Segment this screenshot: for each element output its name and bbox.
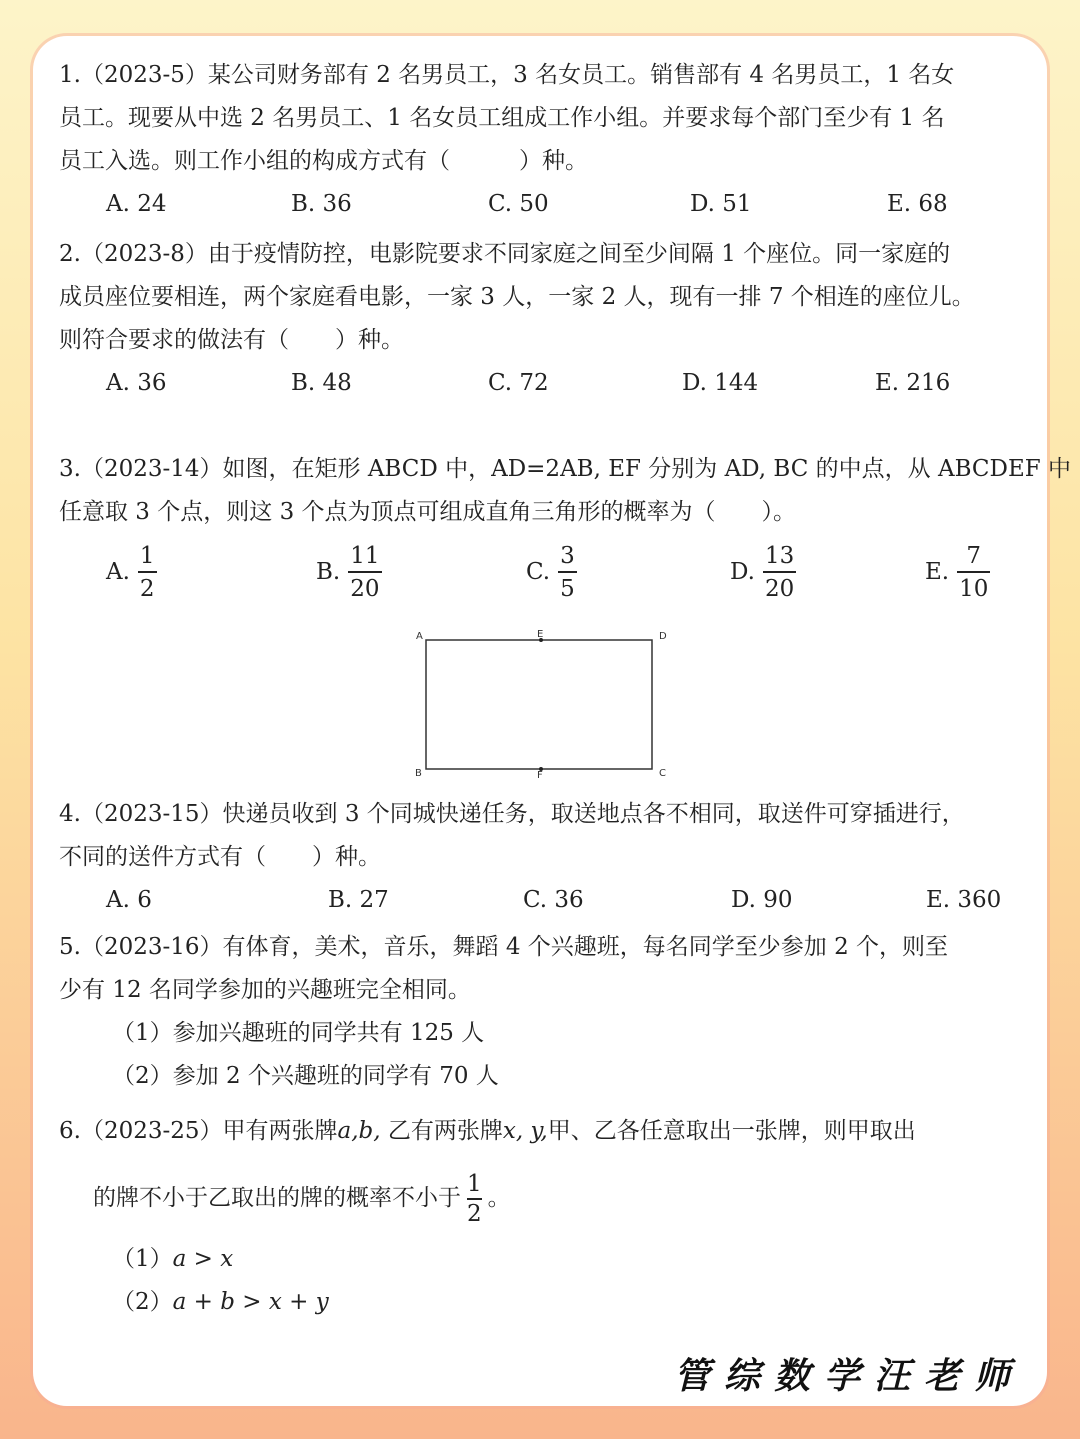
q6-condition-1 bbox=[112, 1245, 233, 1273]
q3-line2: 任意取 3 个点，则这 3 个点为顶点可组成直角三角形的概率为（ ）。 bbox=[59, 499, 797, 525]
q2-line1: 2.（2023-8）由于疫情防控，电影院要求不同家庭之间至少间隔 1 个座位。同一家庭的 bbox=[59, 241, 951, 267]
q4-line1: 4.（2023-15）快递员收到 3 个同城快递任务，取送地点各不相同，取送件可穿插进行， bbox=[59, 801, 965, 827]
q3-option-b-denominator: 20 bbox=[350, 575, 380, 602]
q1-line2: 员工。现要从中选 2 名男员工、1 名女员工组成工作小组。并要求每个部门至少有 1 名 bbox=[59, 105, 945, 131]
q6-line1-suffix: 甲、乙各任意取出一张牌，则甲取出 bbox=[547, 1118, 916, 1144]
point-e-label: E bbox=[537, 629, 544, 640]
q6-fraction bbox=[467, 1170, 482, 1228]
q4-option-d: D. 90 bbox=[731, 887, 793, 913]
q5-condition-1: （1）参加兴趣班的同学共有 125 人 bbox=[112, 1020, 485, 1046]
q3-option-c-label: C. bbox=[526, 559, 551, 586]
q3-option-c-numerator: 3 bbox=[560, 543, 575, 569]
q3-option-a-numerator: 1 bbox=[139, 543, 155, 569]
q6-fraction-numerator: 1 bbox=[467, 1171, 482, 1198]
q2-option-b: B. 48 bbox=[291, 370, 352, 396]
q4-line2: 不同的送件方式有（ ）种。 bbox=[59, 844, 381, 870]
rectangle-shape bbox=[410, 628, 672, 784]
q5-condition-2: （2）参加 2 个兴趣班的同学有 70 人 bbox=[112, 1063, 499, 1089]
q5-line2: 少有 12 名同学参加的兴趣班完全相同。 bbox=[59, 977, 471, 1003]
q6-var-xy: x, y, bbox=[502, 1118, 548, 1144]
q3-option-d bbox=[730, 542, 796, 603]
q6-line2 bbox=[93, 1166, 511, 1230]
q6-condition-2 bbox=[112, 1288, 329, 1316]
point-c-label: C bbox=[659, 768, 666, 779]
q4-option-a: A. 6 bbox=[106, 887, 152, 913]
q2-option-c: C. 72 bbox=[488, 370, 549, 396]
q1-option-a: A. 24 bbox=[106, 191, 167, 217]
q4-option-c: C. 36 bbox=[523, 887, 584, 913]
point-b-label: B bbox=[415, 768, 422, 779]
q1-line3: 员工入选。则工作小组的构成方式有（ ）种。 bbox=[59, 148, 588, 174]
q3-option-a-label: A. bbox=[106, 559, 130, 586]
q3-option-c bbox=[526, 542, 577, 603]
q3-line1: 3.（2023-14）如图，在矩形 ABCD 中，AD=2AB, EF 分别为 AD, BC 的中点，从 ABCDEF 中 bbox=[59, 456, 1072, 482]
q3-option-c-denominator: 5 bbox=[560, 575, 575, 602]
q4-option-e: E. 360 bbox=[926, 887, 1002, 913]
q3-option-d-label: D. bbox=[730, 559, 755, 586]
q6-line2-prefix: 的牌不小于乙取出的牌的概率不小于 bbox=[93, 1185, 461, 1211]
q3-option-a-denominator: 2 bbox=[139, 575, 155, 602]
q1-option-c: C. 50 bbox=[488, 191, 549, 217]
q3-option-a bbox=[106, 542, 157, 603]
q6-condition-2-expr: a + b > x + y bbox=[172, 1289, 329, 1315]
q1-line1: 1.（2023-5）某公司财务部有 2 名男员工，3 名女员工。销售部有 4 名男员工，1 名女 bbox=[59, 62, 955, 88]
q6-line1-prefix: 6.（2023-25）甲有两张牌 bbox=[59, 1118, 338, 1144]
point-d-label: D bbox=[659, 631, 667, 642]
q6-condition-1-label: （1） bbox=[112, 1246, 173, 1272]
point-a-label: A bbox=[416, 631, 423, 642]
author-signature: 管综数学汪老师 bbox=[673, 1355, 1024, 1397]
q3-option-e-numerator: 7 bbox=[966, 543, 982, 569]
q6-condition-1-expr: a > x bbox=[172, 1246, 234, 1272]
q6-line2-suffix: 。 bbox=[487, 1185, 511, 1211]
rectangle-figure bbox=[410, 628, 672, 784]
q3-option-d-numerator: 13 bbox=[764, 543, 795, 569]
q2-option-d: D. 144 bbox=[682, 370, 759, 396]
q3-option-b bbox=[316, 542, 382, 603]
q1-option-e: E. 68 bbox=[887, 191, 948, 217]
q6-line1-middle: 乙有两张牌 bbox=[387, 1118, 503, 1144]
q3-option-b-numerator: 11 bbox=[350, 543, 380, 569]
q6-var-ab: a,b, bbox=[337, 1118, 381, 1144]
q3-option-e-denominator: 10 bbox=[959, 575, 989, 602]
q2-line3: 则符合要求的做法有（ ）种。 bbox=[59, 327, 404, 353]
q2-option-e: E. 216 bbox=[875, 370, 951, 396]
q4-option-b: B. 27 bbox=[328, 887, 389, 913]
q3-option-b-label: B. bbox=[316, 559, 341, 586]
q1-option-b: B. 36 bbox=[291, 191, 352, 217]
q2-option-a: A. 36 bbox=[106, 370, 167, 396]
q6-condition-2-label: （2） bbox=[112, 1289, 173, 1315]
q6-line1 bbox=[59, 1117, 916, 1145]
point-f-label: F bbox=[537, 770, 543, 781]
q6-fraction-denominator: 2 bbox=[467, 1200, 482, 1227]
q3-option-d-denominator: 20 bbox=[764, 575, 795, 602]
q3-option-e-label: E. bbox=[925, 559, 950, 586]
q3-option-e bbox=[925, 542, 990, 603]
q1-option-d: D. 51 bbox=[690, 191, 752, 217]
q5-line1: 5.（2023-16）有体育，美术，音乐，舞蹈 4 个兴趣班，每名同学至少参加 2 个，则至 bbox=[59, 934, 949, 960]
q2-line2: 成员座位要相连，两个家庭看电影，一家 3 人，一家 2 人，现有一排 7 个相连的座位儿。 bbox=[59, 284, 975, 310]
